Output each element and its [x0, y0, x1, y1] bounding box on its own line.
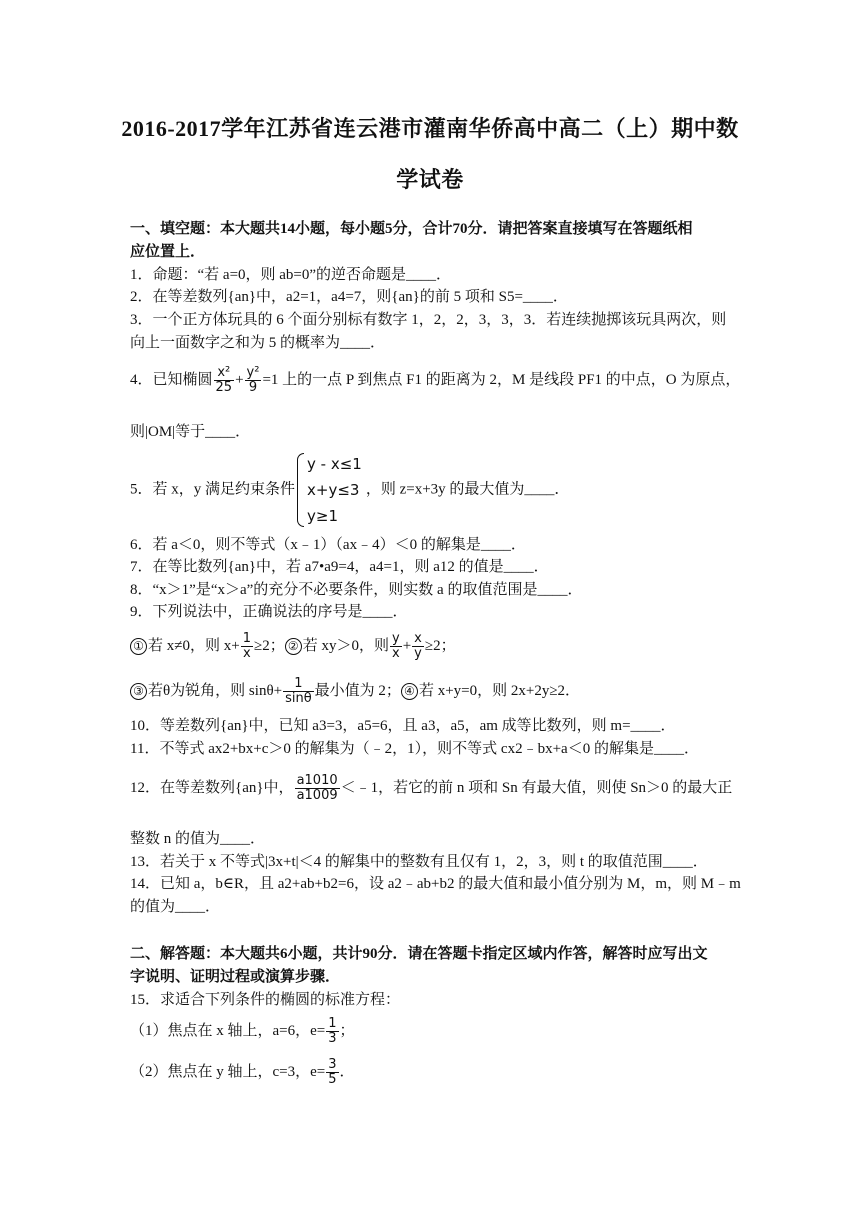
- constraint-system: y - x≤1 x+y≤3 y≥1: [297, 451, 362, 529]
- question-4-cont: 则|OM|等于____．: [130, 424, 251, 440]
- fraction-y-x: $\frac{y}{x}$: [391, 631, 400, 661]
- section2-header: 二、解答题：本大题共6小题，共计90分．请在答题卡指定区域内作答，解答时应写出文: [130, 946, 708, 962]
- question-2: 2．在等差数列{an}中，a2=1，a4=7，则{an}的前 5 项和 S5=____．: [130, 289, 568, 305]
- fraction-1-sin: $\frac{1}{\sin\theta}$: [285, 676, 312, 706]
- question-4: 4．已知椭圆 $\frac{\text{x²}}{25}$ + $\frac{\text{y²}}{9}$ =1 上的一点 P 到焦点 F1 的距离为 2，M 是线段 PF1 的中点，O 为原点，: [130, 365, 741, 395]
- question-8: 8．“x＞1”是“x＞a”的充分不必要条件，则实数 a 的取值范围是____．: [130, 582, 583, 598]
- question-12: [130, 774, 740, 803]
- question-1: 1．命题：“若 a=0，则 ab=0”的逆否命题是____．: [130, 267, 452, 283]
- fraction-x2-25: $\frac{\text{x²}}{25}$: [215, 365, 233, 395]
- question-13: 13．若关于 x 不等式|3x+t|＜4 的解集中的整数有且仅有 1，2，3，则 t 的取值范围____．: [130, 854, 708, 870]
- question-5-text-a: 5．若 x，y 满足约束条件: [130, 481, 296, 498]
- question-14: 14．已知 a，b∈R，且 a2+ab+b2=6，设 a2﹣ab+b2 的最大值和最小值分别为 M，m，则 M﹣m: [130, 876, 741, 892]
- fraction-3-5: $\frac{3}{5}$: [328, 1057, 337, 1087]
- question-10: 10．等差数列{an}中，已知 a3=3，a5=6，且 a3，a5，am 成等比数列，则 m=____．: [130, 718, 676, 734]
- question-11: 11．不等式 ax2+bx+c＞0 的解集为（﹣2，1），则不等式 cx2﹣bx+a＜0 的解集是____．: [130, 741, 699, 757]
- question-15: 15．求适合下列条件的椭圆的标准方程：: [130, 992, 401, 1008]
- question-4-text-a: 4．已知椭圆: [130, 371, 213, 388]
- question-7: 7．在等比数列{an}中，若 a7•a9=4，a4=1，则 a12 的值是____．: [130, 559, 549, 575]
- fraction-a1010-a1009: $\frac{a1010}{a1009}$: [296, 773, 338, 803]
- question-6: 6．若 a＜0，则不等式（x﹣1）（ax﹣4）＜0 的解集是____．: [130, 537, 526, 553]
- section1-header-cont: 应位置上．: [130, 244, 206, 260]
- question-4-text-b: =1 上的一点 P 到焦点 F1 的距离为 2，M 是线段 PF1 的中点，O 为原点，: [262, 371, 741, 388]
- question-12-text-b: ＜﹣1，若它的前 n 项和 Sn 有最大值，则使 Sn＞0 的最大正: [340, 779, 733, 796]
- fraction-1-x: $\frac{1}{x}$: [242, 631, 251, 661]
- page-title-line2: 学试卷: [396, 167, 464, 192]
- fraction-1-3: $\frac{1}{3}$: [328, 1016, 337, 1046]
- question-9-options-1: ① 若 x≠0，则 x+ $\frac{1}{x}$ ≥2； ② 若 xy＞0，则 $\frac{y}{x}$ + $\frac{x}{y}$ ≥2；: [130, 632, 740, 661]
- section1-header: 一、填空题：本大题共14小题，每小题5分，合计70分．请把答案直接填写在答题纸相: [130, 221, 693, 237]
- fraction-y2-9: $\frac{\text{y²}}{9}$: [246, 365, 260, 395]
- question-12-cont: 整数 n 的值为____．: [130, 831, 266, 847]
- question-5: [130, 451, 740, 529]
- question-9-options-2: ③ 若θ为锐角，则 sinθ+ $\frac{1}{\sin\theta}$ 最小值为 2； ④ 若 x+y=0，则 2x+2y≥2．: [130, 677, 740, 706]
- fraction-x-y: $\frac{x}{y}$: [414, 631, 422, 661]
- question-5-text-b: ，则 z=x+3y 的最大值为____．: [365, 481, 570, 498]
- question-15-part-2: （2）焦点在 y 轴上，c=3，e= $\frac{3}{5}$ ．: [130, 1057, 355, 1087]
- question-9: 9．下列说法中，正确说法的序号是____．: [130, 604, 408, 620]
- question-3: 3．一个正方体玩具的 6 个面分别标有数字 1，2，2，3，3，3．若连续抛掷该玩具两次，则: [130, 312, 727, 328]
- question-3-cont: 向上一面数字之和为 5 的概率为____．: [130, 335, 386, 351]
- page-title-line1: 2016-2017学年江苏省连云港市灌南华侨高中高二（上）期中数: [121, 116, 739, 141]
- question-14-cont: 的值为____．: [130, 899, 221, 915]
- section2-header-cont: 字说明、证明过程或演算步骤．: [130, 969, 341, 985]
- question-15-part-1: （1）焦点在 x 轴上，a=6，e= $\frac{1}{3}$ ；: [130, 1016, 355, 1046]
- question-12-text-a: 12．在等差数列{an}中，: [130, 779, 294, 796]
